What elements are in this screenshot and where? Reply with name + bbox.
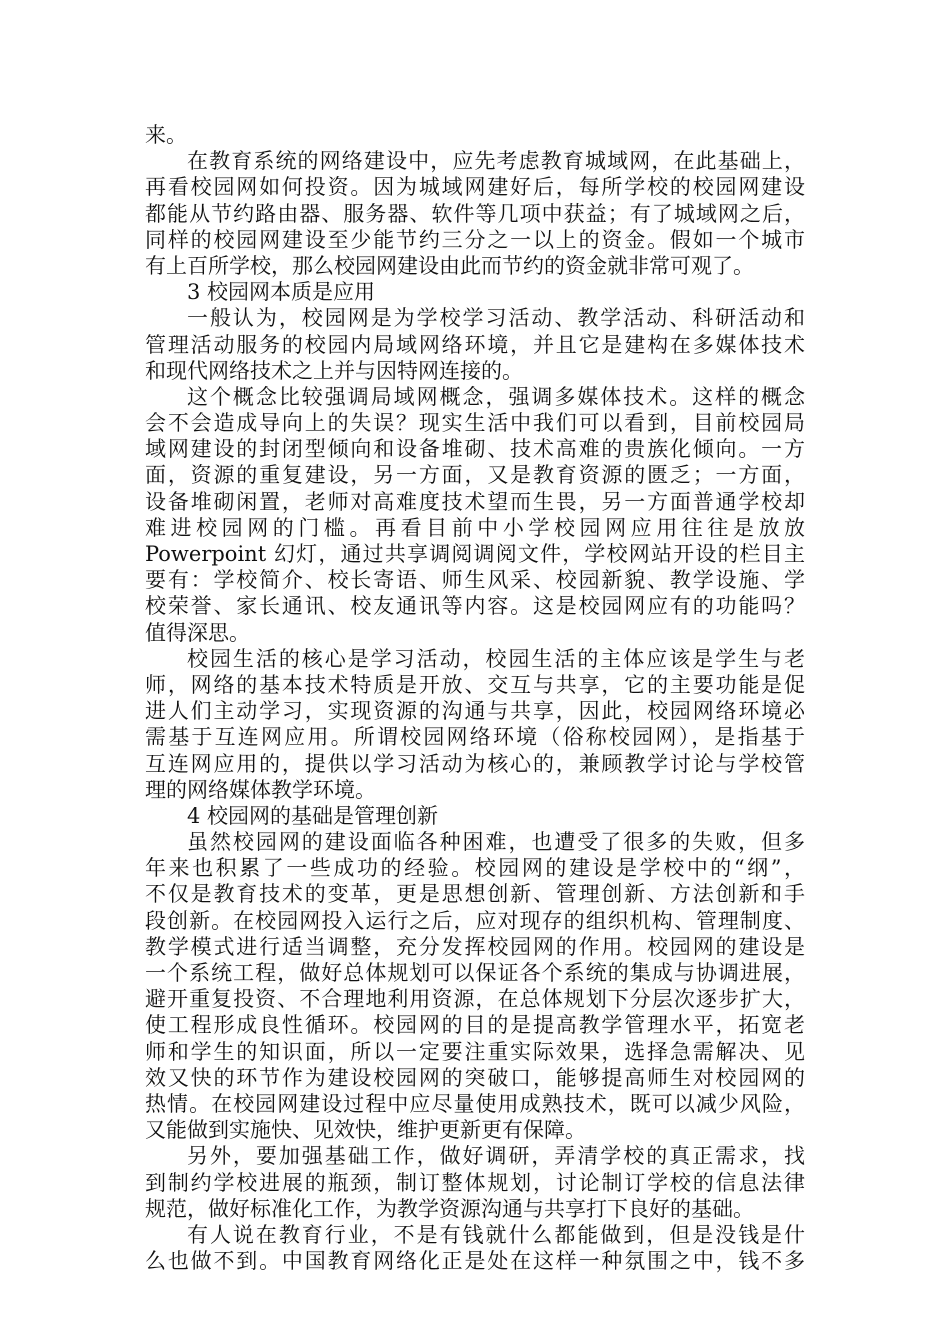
text-line: 师和学生的知识面，所以一定要注重实际效果，选择急需解决、见 bbox=[145, 1039, 805, 1064]
text-line: 这个概念比较强调局域网概念，强调多媒体技术。这样的概念 bbox=[187, 384, 805, 409]
text-line: 难进校园网的门槛。再看目前中小学校园网应用往往是放放 bbox=[145, 515, 805, 540]
text-line: 有人说在教育行业，不是有钱就什么都能做到，但是没钱是什 bbox=[187, 1222, 805, 1247]
text-line: 不仅是教育技术的变革，更是思想创新、管理创新、方法创新和手 bbox=[145, 882, 805, 907]
text-line: 校荣誉、家长通讯、校友通讯等内容。这是校园网应有的功能吗？ bbox=[145, 594, 805, 619]
text-line: 4 校园网的基础是管理创新 bbox=[187, 803, 439, 828]
text-line: 会不会造成导向上的失误？现实生活中我们可以看到，目前校园局 bbox=[145, 411, 805, 436]
text-line: 师，网络的基本技术特质是开放、交互与共享，它的主要功能是促 bbox=[145, 672, 805, 697]
text-line: 要有：学校简介、校长寄语、师生风采、校园新貌、教学设施、学 bbox=[145, 568, 805, 593]
text-line: 一般认为，校园网是为学校学习活动、教学活动、科研活动和 bbox=[187, 306, 805, 331]
text-line: 再看校园网如何投资。因为城域网建好后，每所学校的校园网建设 bbox=[145, 175, 805, 200]
text-line: 校园生活的核心是学习活动，校园生活的主体应该是学生与老 bbox=[187, 646, 805, 671]
text-line: 面，资源的重复建设，另一方面，又是教育资源的匮乏；一方面， bbox=[145, 463, 805, 488]
text-line: 么也做不到。中国教育网络化正是处在这样一种氛围之中，钱不多 bbox=[145, 1249, 805, 1274]
text-line: 设备堆砌闲置，老师对高难度技术望而生畏，另一方面普通学校却 bbox=[145, 489, 805, 514]
text-line: 避开重复投资、不合理地利用资源，在总体规划下分层次逐步扩大， bbox=[145, 987, 805, 1012]
text-line: Powerpoint 幻灯，通过共享调阅调阅文件，学校网站开设的栏目主 bbox=[145, 542, 805, 566]
text-line: 来。 bbox=[145, 123, 187, 147]
text-line: 使工程形成良性循环。校园网的目的是提高教学管理水平，拓宽老 bbox=[145, 1013, 805, 1038]
text-line: 又能做到实施快、见效快，维护更新更有保障。 bbox=[145, 1118, 586, 1143]
text-line: 同样的校园网建设至少能节约三分之一以上的资金。假如一个城市 bbox=[145, 227, 805, 252]
text-line: 互连网应用的，提供以学习活动为核心的，兼顾教学讨论与学校管 bbox=[145, 751, 805, 776]
text-line: 3 校园网本质是应用 bbox=[187, 280, 376, 305]
text-line: 教学模式进行适当调整，充分发挥校园网的作用。校园网的建设是 bbox=[145, 934, 805, 959]
text-line: 都能从节约路由器、服务器、软件等几项中获益；有了城域网之后， bbox=[145, 201, 805, 226]
text-line: 进人们主动学习，实现资源的沟通与共享，因此，校园网络环境必 bbox=[145, 699, 805, 724]
document-body bbox=[145, 122, 805, 1274]
text-line: 在教育系统的网络建设中，应先考虑教育城域网，在此基础上， bbox=[187, 149, 805, 174]
text-line: 域网建设的封闭型倾向和设备堆砌、技术高难的贵族化倾向。一方 bbox=[145, 437, 805, 462]
text-line: 需基于互连网应用。所谓校园网络环境（俗称校园网），是指基于 bbox=[145, 725, 805, 750]
text-line: 热情。在校园网建设过程中应尽量使用成熟技术，既可以减少风险， bbox=[145, 1091, 805, 1116]
text-line: 规范，做好标准化工作，为教学资源沟通与共享打下良好的基础。 bbox=[145, 1196, 754, 1221]
text-line: 值得深思。 bbox=[145, 620, 250, 645]
text-line: 理的网络媒体教学环境。 bbox=[145, 777, 376, 802]
text-line: 效又快的环节作为建设校园网的突破口，能够提高师生对校园网的 bbox=[145, 1065, 805, 1090]
text-line: 一个系统工程，做好总体规划可以保证各个系统的集成与协调进展， bbox=[145, 961, 805, 985]
text-line: 年来也积累了一些成功的经验。校园网的建设是学校中的“纲”， bbox=[145, 856, 805, 881]
text-line: 和现代网络技术之上并与因特网连接的。 bbox=[145, 358, 523, 383]
text-line: 另外，要加强基础工作，做好调研，弄清学校的真正需求，找 bbox=[187, 1144, 805, 1169]
text-line: 管理活动服务的校园内局域网络环境，并且它是建构在多媒体技术 bbox=[145, 332, 805, 357]
text-line: 到制约学校进展的瓶颈，制订整体规划，讨论制订学校的信息法律 bbox=[145, 1170, 805, 1195]
text-line: 段创新。在校园网投入运行之后，应对现存的组织机构、管理制度、 bbox=[145, 908, 805, 933]
text-line: 有上百所学校，那么校园网建设由此而节约的资金就非常可观了。 bbox=[145, 253, 754, 278]
text-line: 虽然校园网的建设面临各种困难，也遭受了很多的失败，但多 bbox=[187, 830, 805, 855]
